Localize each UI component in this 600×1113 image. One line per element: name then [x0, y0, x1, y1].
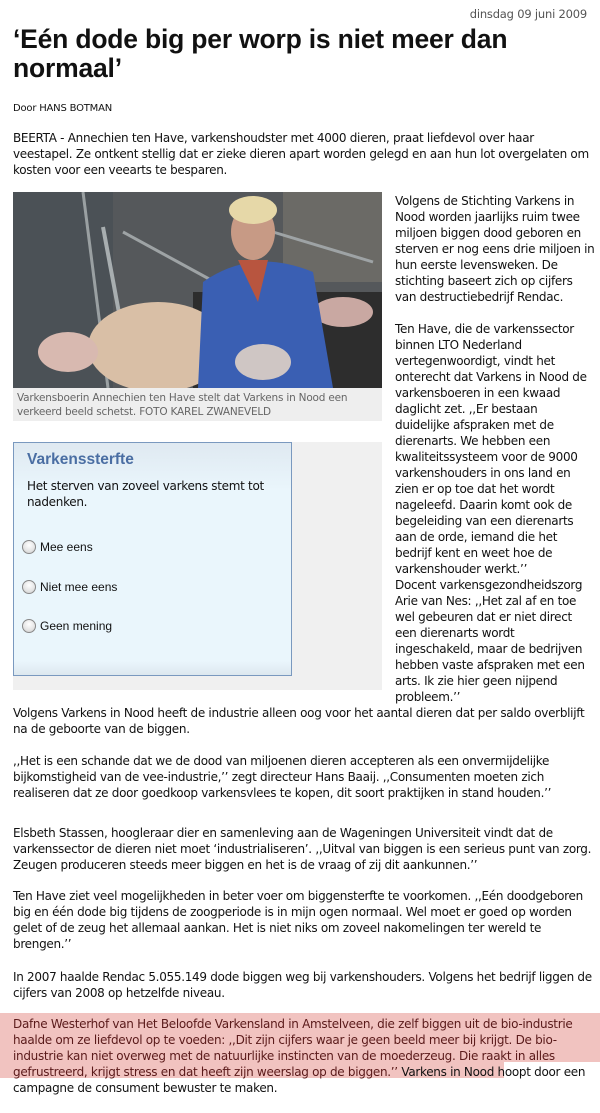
- article-byline: Door HANS BOTMAN: [13, 103, 113, 114]
- article-date: dinsdag 09 juni 2009: [469, 7, 587, 21]
- article-headline: ‘Eén dode big per worp is niet meer dan normaal’: [13, 24, 508, 83]
- final-sentence: Varkens in Nood hoopt door een campagne de consument bewuster te maken.: [13, 1065, 586, 1095]
- side-paragraph: Ten Have, die de varkenssector binnen LTO Nederland vertegenwoordigt, vindt het onterecht dat Varkens in Nood de varkensboeren in een kwaad daglicht zet. ,,Er bestaan duidelijke afspraken met de dierenarts. We hebben een kwaliteitssysteem voor de 9000 varkenshouders in ons land en zien er op toe dat het wordt nageleefd. Daarin komt ook de begeleiding van een dierenarts aan de orde, iemand die het bedrijf kent en weet hoe de varkenshouder werkt.’’: [395, 322, 587, 576]
- photo-illustration-icon: [13, 192, 382, 388]
- article-lead: BEERTA - Annechien ten Have, varkenshoudster met 4000 dieren, praat liefdevol over haar veestapel. Ze ontkent stellig dat er zieke dieren apart worden gelegd en aan hun lot overgelaten om kosten voor een veearts te besparen.: [13, 131, 589, 177]
- poll-option-label: Niet mee eens: [40, 580, 118, 594]
- body-paragraph: Ten Have ziet veel mogelijkheden in beter voer om biggensterfte te voorkomen. ,,Eén doodgeboren big en één dode big tijdens de zoogperiode is in mijn ogen normaal. Wel moet er goed op worden gelet of de zeug het allemaal aankan. Het is niet niks om zoveel nakomelingen ter wereld te brengen.’’: [13, 889, 583, 951]
- poll-option-agree[interactable]: [22, 540, 93, 554]
- radio-button[interactable]: [22, 619, 36, 633]
- final-paragraph: [13, 1016, 593, 1096]
- highlighted-quote: Dafne Westerhof van Het Beloofde Varkensland in Amstelveen, die zelf biggen uit de bio-industrie haalde om ze liefdevol op te voeden: ,,Dit zijn cijfers waar je geen beeld meer bij krijgt. De bio-industrie kan niet overweg met de natuurlijke instincten van de moederzeug. Die raakt in alles gefrustreerd, krijgt stress en dat heeft zijn weerslag op de biggen.’’: [13, 1017, 573, 1079]
- poll-option-label: Geen mening: [40, 619, 113, 633]
- poll-option-disagree[interactable]: [22, 580, 117, 594]
- photo-caption: Varkensboerin Annechien ten Have stelt dat Varkens in Nood een verkeerd beeld schetst. FOTO KAREL ZWANEVELD: [13, 388, 382, 421]
- body-paragraph: ,,Het is een schande dat we de dood van miljoenen dieren accepteren als een onvermijdelijke bijkomstigheid van de vee-industrie,’’ zegt directeur Hans Baaij. ,,Consumenten moeten zich realiseren dat ze door goedkoop varkensvlees te kopen, dit soort praktijken in stand houden.’’: [13, 754, 552, 800]
- poll-title: Varkenssterfte: [27, 451, 134, 468]
- photo-farmer-with-piglet: [13, 192, 382, 388]
- side-paragraph: Volgens de Stichting Varkens in Nood worden jaarlijks ruim twee miljoen biggen dood geboren en sterven er nog eens drie miljoen in hun eerste levensweken. De stichting baseert zich op cijfers van destructiebedrijf Rendac.: [395, 194, 595, 304]
- body-paragraph: Elsbeth Stassen, hoogleraar dier en samenleving aan de Wageningen Universiteit vindt dat de varkenssector de dieren niet moet ‘industrialiseren’. ,,Uitval van biggen is een serieus punt van zorg. Zeugen produceren steeds meer biggen en het is de vraag of zij dit aankunnen.’’: [13, 826, 592, 872]
- radio-button[interactable]: [22, 540, 36, 554]
- body-paragraph: In 2007 haalde Rendac 5.055.149 dode biggen weg bij varkenshouders. Volgens het bedrijf liggen de cijfers van 2008 op hetzelfde niveau.: [13, 970, 592, 1000]
- photo-block: [13, 192, 382, 421]
- poll-widget: [13, 442, 292, 676]
- side-paragraph: Docent varkensgezondheidszorg Arie van Nes: ,,Het zal af en toe wel gebeuren dat er niet direct een dierenarts wordt ingeschakeld, maar de bedrijven hebben vaste afspraken met een arts. Ik zie hier geen nijpend probleem.’’: [395, 578, 585, 704]
- body-paragraph: Volgens Varkens in Nood heeft de industrie alleen oog voor het aantal dieren dat per saldo overblijft na de geboorte van de biggen.: [13, 706, 585, 736]
- poll-option-no-opinion[interactable]: [22, 619, 112, 633]
- poll-option-label: Mee eens: [40, 540, 93, 554]
- poll-footer: [14, 661, 291, 675]
- radio-button[interactable]: [22, 580, 36, 594]
- poll-question: Het sterven van zoveel varkens stemt tot nadenken.: [27, 479, 264, 509]
